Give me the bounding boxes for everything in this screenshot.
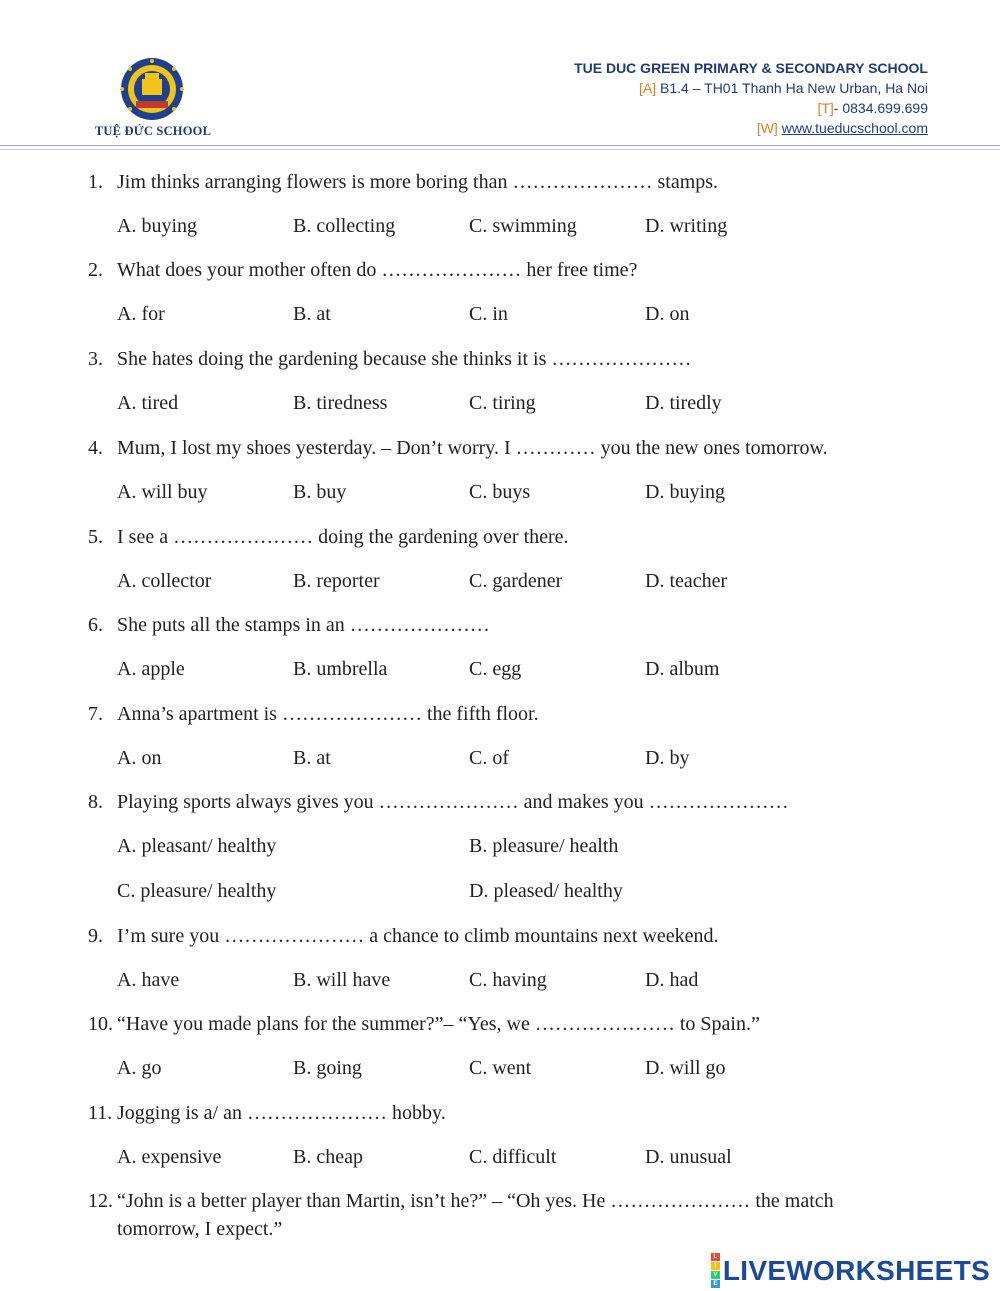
liveworksheets-icon: L I V E xyxy=(711,1253,720,1288)
option-d[interactable]: D. by xyxy=(645,747,690,769)
school-header xyxy=(574,58,928,138)
option-d[interactable]: D. had xyxy=(645,969,699,991)
liveworksheets-brand: LIVEWORKSHEETS xyxy=(722,1254,990,1286)
option-b[interactable]: B. tiredness xyxy=(293,392,388,414)
option-d[interactable]: D. teacher xyxy=(645,570,728,592)
header-divider xyxy=(0,145,1000,146)
option-b[interactable]: B. collecting xyxy=(293,215,396,237)
option-b[interactable]: B. cheap xyxy=(293,1146,363,1168)
option-b[interactable]: B. at xyxy=(293,303,331,325)
option-a[interactable]: A. buying xyxy=(117,215,197,237)
option-d[interactable]: D. unusual xyxy=(645,1146,732,1168)
option-b[interactable]: B. reporter xyxy=(293,570,380,592)
option-b[interactable]: B. buy xyxy=(293,481,347,503)
option-d[interactable]: D. writing xyxy=(645,215,728,237)
option-a[interactable]: A. tired xyxy=(117,392,179,414)
option-d[interactable]: D. album xyxy=(645,658,720,680)
logo-text: TUỆ ĐỨC SCHOOL xyxy=(94,124,212,138)
header-divider-2 xyxy=(0,149,1000,150)
option-a[interactable]: A. will buy xyxy=(117,481,208,503)
school-phone: [T]- 0834.699.699 xyxy=(817,100,928,116)
option-d[interactable]: D. will go xyxy=(645,1057,726,1079)
option-b[interactable]: B. at xyxy=(293,747,331,769)
option-b[interactable]: B. going xyxy=(293,1057,362,1079)
option-c[interactable]: C. tiring xyxy=(469,392,536,414)
option-a[interactable]: A. pleasant/ healthy xyxy=(117,835,277,857)
school-address: [A] B1.4 – TH01 Thanh Ha New Urban, Ha Noi xyxy=(639,80,928,96)
option-d[interactable]: D. tiredly xyxy=(645,392,722,414)
option-d[interactable]: D. pleased/ healthy xyxy=(469,880,623,902)
option-c[interactable]: C. difficult xyxy=(469,1146,557,1168)
option-d[interactable]: D. on xyxy=(645,303,690,325)
option-c[interactable]: C. of xyxy=(469,747,509,769)
option-b[interactable]: B. will have xyxy=(293,969,391,991)
option-a[interactable]: A. expensive xyxy=(117,1146,222,1168)
liveworksheets-logo xyxy=(711,1253,990,1288)
option-c[interactable]: C. swimming xyxy=(469,215,577,237)
option-c[interactable]: C. egg xyxy=(469,658,522,680)
school-name: TUE DUC GREEN PRIMARY & SECONDARY SCHOOL xyxy=(574,60,928,76)
option-a[interactable]: A. have xyxy=(117,969,180,991)
option-c[interactable]: C. pleasure/ healthy xyxy=(117,880,277,902)
option-a[interactable]: A. on xyxy=(117,747,162,769)
option-b[interactable]: B. umbrella xyxy=(293,658,388,680)
option-c[interactable]: C. gardener xyxy=(469,570,563,592)
option-d[interactable]: D. buying xyxy=(645,481,725,503)
option-a[interactable]: A. go xyxy=(117,1057,162,1079)
option-c[interactable]: C. in xyxy=(469,303,508,325)
school-website: [W] www.tueducschool.com xyxy=(756,120,928,136)
option-c[interactable]: C. buys xyxy=(469,481,531,503)
option-a[interactable]: A. for xyxy=(117,303,165,325)
option-a[interactable]: A. apple xyxy=(117,658,185,680)
option-c[interactable]: C. having xyxy=(469,969,547,991)
option-c[interactable]: C. went xyxy=(469,1057,532,1079)
option-b[interactable]: B. pleasure/ health xyxy=(469,835,619,857)
website-link[interactable]: www.tueducschool.com xyxy=(781,120,928,136)
option-a[interactable]: A. collector xyxy=(117,570,212,592)
